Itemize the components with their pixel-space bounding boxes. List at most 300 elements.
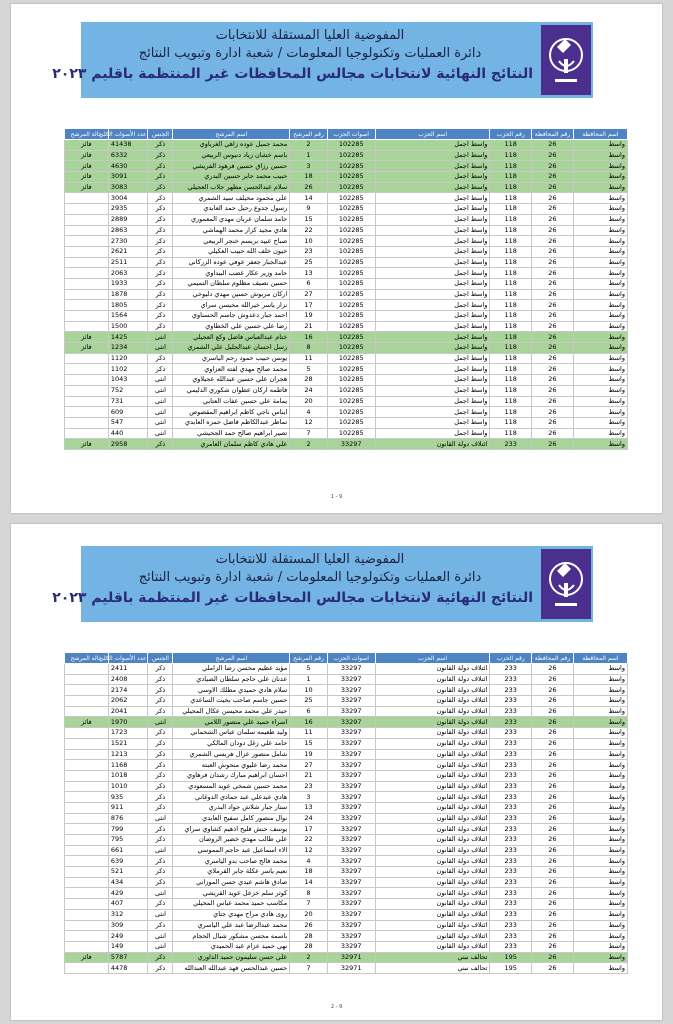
gender-cell: ذكر [148,193,173,204]
candidate-name-cell: محمد عبدالرضا عبد علي الياسري [173,920,290,931]
candidate-status-cell [65,835,109,846]
total-votes-cell: 2863 [108,225,148,236]
governorate-number-cell: 26 [532,931,574,942]
candidate-number-cell: 24 [290,813,328,824]
governorate-number-cell: 26 [532,428,574,439]
candidate-number-cell: 27 [290,760,328,771]
governorate-cell: واسط [573,664,627,675]
results-page-2 [11,524,662,1020]
gender-cell: ذكر [148,674,173,685]
candidate-number-cell: 20 [290,396,328,407]
party-votes-cell: 102285 [327,172,375,183]
governorate-number-cell: 26 [532,909,574,920]
candidate-status-cell [65,899,109,910]
total-votes-cell: 149 [108,941,148,952]
governorate-cell: واسط [573,257,627,268]
candidate-name-cell: يونس حبيب حمود رحم الياسري [173,353,290,364]
party-number-cell: 118 [490,343,532,354]
governorate-cell: واسط [573,321,627,332]
party-name-cell: ائتلاف دولة القانون [375,867,490,878]
candidate-number-cell: 12 [290,845,328,856]
candidate-name-cell: رضا علي حسين علي الخطاوي [173,321,290,332]
candidate-name-cell: يمامة علي حسين عفات العتابي [173,396,290,407]
party-name-cell: ائتلاف دولة القانون [375,792,490,803]
total-votes-cell: 41438 [108,140,148,151]
party-name-cell: ائتلاف دولة القانون [375,706,490,717]
governorate-cell: واسط [573,888,627,899]
candidate-status-cell: فائز [65,717,109,728]
total-votes-cell: 1018 [108,770,148,781]
candidate-number-cell: 15 [290,738,328,749]
party-name-cell: واسط اجمل [375,417,490,428]
candidate-status-cell [65,706,109,717]
gender-cell: انثى [148,375,173,386]
party-name-cell: ائتلاف دولة القانون [375,813,490,824]
party-votes-cell: 33297 [327,738,375,749]
candidate-number-cell: 7 [290,899,328,910]
party-name-cell: واسط اجمل [375,140,490,151]
table-row [65,396,628,407]
candidate-number-cell: 6 [290,278,328,289]
party-number-cell: 233 [490,706,532,717]
governorate-cell: واسط [573,770,627,781]
total-votes-cell: 2511 [108,257,148,268]
candidate-number-cell: 9 [290,204,328,215]
candidate-status-cell [65,664,109,675]
party-number-cell: 233 [490,664,532,675]
party-votes-cell: 33297 [327,802,375,813]
party-number-cell: 195 [490,963,532,974]
governorate-cell: واسط [573,867,627,878]
candidate-name-cell: علي محمود مخيلف سيد الشمري [173,193,290,204]
candidate-number-cell: 11 [290,353,328,364]
candidate-status-cell [65,845,109,856]
party-number-cell: 233 [490,813,532,824]
candidate-name-cell: احمد جبار دعدوش جاسم الحسناوي [173,311,290,322]
gender-cell: انثى [148,407,173,418]
party-number-cell: 233 [490,824,532,835]
candidate-number-cell: 23 [290,781,328,792]
party-name-cell: ائتلاف دولة القانون [375,835,490,846]
gender-cell: ذكر [148,172,173,183]
governorate-number-cell: 26 [532,204,574,215]
table-row [65,321,628,332]
governorate-number-cell: 26 [532,760,574,771]
party-votes-cell: 33297 [327,760,375,771]
total-votes-cell: 1564 [108,311,148,322]
governorate-number-cell: 26 [532,257,574,268]
table-row [65,920,628,931]
governorate-number-cell: 26 [532,749,574,760]
results-table [64,652,628,974]
total-votes-cell: 752 [108,385,148,396]
gender-cell: ذكر [148,781,173,792]
governorate-number-cell: 26 [532,321,574,332]
column-header: عدد الأصوات الكلي [98,130,147,138]
governorate-number-cell: 26 [532,311,574,322]
party-name-cell: ائتلاف دولة القانون [375,696,490,707]
candidate-name-cell: ايناس ناجي كاظم ابراهيم المقصوص [173,407,290,418]
gender-cell: ذكر [148,289,173,300]
party-name-cell: واسط اجمل [375,182,490,193]
candidate-status-cell [65,321,109,332]
governorate-cell: واسط [573,738,627,749]
table-row [65,824,628,835]
report-title: النتائج النهائية لانتخابات مجالس المحافظات غير المنتظمة باقليم ٢٠٢٣ [52,590,533,606]
party-votes-cell: 102285 [327,193,375,204]
governorate-cell: واسط [573,353,627,364]
candidate-number-cell: 2 [290,952,328,963]
table-row [65,909,628,920]
party-votes-cell: 33297 [327,792,375,803]
total-votes-cell: 2411 [108,664,148,675]
total-votes-cell: 440 [108,428,148,439]
total-votes-cell: 935 [108,792,148,803]
party-number-cell: 118 [490,407,532,418]
governorate-cell: واسط [573,792,627,803]
candidate-number-cell: 1 [290,150,328,161]
gender-cell: ذكر [148,321,173,332]
table-row [65,749,628,760]
table-row [65,311,628,322]
candidate-name-cell: محمد جميل عوده زاهي الغرباوي [173,140,290,151]
candidate-name-cell: هادي عبدعلي عبد حمادي الدوغاني [173,792,290,803]
party-number-cell: 233 [490,738,532,749]
candidate-name-cell: سلام هادي حميدي مطلك الاوسي [173,685,290,696]
candidate-name-cell: شامل منصور عزال هربسي الشمري [173,749,290,760]
candidate-status-cell [65,685,109,696]
column-header: الجنس [148,129,173,140]
party-votes-cell: 102285 [327,321,375,332]
governorate-number-cell: 26 [532,696,574,707]
candidate-number-cell: 13 [290,268,328,279]
total-votes-cell: 2041 [108,706,148,717]
party-votes-cell: 102285 [327,311,375,322]
table-row [65,738,628,749]
gender-cell: ذكر [148,920,173,931]
candidate-number-cell: 14 [290,877,328,888]
gender-cell: انثى [148,417,173,428]
total-votes-cell: 1234 [108,343,148,354]
governorate-number-cell: 26 [532,963,574,974]
party-number-cell: 118 [490,236,532,247]
governorate-cell: واسط [573,343,627,354]
total-votes-cell: 3004 [108,193,148,204]
governorate-number-cell: 26 [532,343,574,354]
party-name-cell: ائتلاف دولة القانون [375,685,490,696]
candidate-status-cell: فائز [65,172,109,183]
governorate-number-cell: 26 [532,813,574,824]
candidate-number-cell: 18 [290,172,328,183]
total-votes-cell: 2889 [108,214,148,225]
party-votes-cell: 102285 [327,214,375,225]
party-name-cell: واسط اجمل [375,214,490,225]
column-header: الجنس [148,653,173,664]
gender-cell: ذكر [148,353,173,364]
table-row [65,236,628,247]
governorate-number-cell: 26 [532,268,574,279]
candidate-name-cell: محمد رضا عليوي منحوش العبته [173,760,290,771]
candidate-name-cell: نوال منصور كامل سفيح العابدي [173,813,290,824]
party-name-cell: واسط اجمل [375,385,490,396]
total-votes-cell: 429 [108,888,148,899]
governorate-cell: واسط [573,172,627,183]
party-name-cell: تحالف نبني [375,963,490,974]
candidate-name-cell: عبدالجبار جعفر عوفي عوده الزركاني [173,257,290,268]
total-votes-cell: 1878 [108,289,148,300]
candidate-status-cell [65,278,109,289]
governorate-number-cell: 26 [532,685,574,696]
party-number-cell: 118 [490,364,532,375]
total-votes-cell: 547 [108,417,148,428]
candidate-status-cell [65,268,109,279]
total-votes-cell: 1120 [108,353,148,364]
gender-cell: ذكر [148,161,173,172]
candidate-name-cell: حامد علي زغل دودان المالكي [173,738,290,749]
candidate-name-cell: اسراء حميد علي منصور اللامي [173,717,290,728]
candidate-name-cell: نهى حميد عزام عبد الحميدي [173,941,290,952]
table-row [65,888,628,899]
party-number-cell: 233 [490,941,532,952]
party-name-cell: واسط اجمل [375,364,490,375]
candidate-status-cell [65,246,109,257]
gender-cell: ذكر [148,685,173,696]
party-name-cell: واسط اجمل [375,204,490,215]
column-header: رقم المرشح [290,653,328,664]
candidate-status-cell: فائز [65,150,109,161]
party-name-cell: ائتلاف دولة القانون [375,909,490,920]
party-name-cell: ائتلاف دولة القانون [375,856,490,867]
party-name-cell: ائتلاف دولة القانون [375,664,490,675]
governorate-number-cell: 26 [532,941,574,952]
ihec-logo-icon [541,549,591,619]
party-votes-cell: 33297 [327,717,375,728]
party-votes-cell: 33297 [327,813,375,824]
table-row [65,182,628,193]
party-number-cell: 118 [490,150,532,161]
candidate-status-cell [65,407,109,418]
table-row [65,941,628,952]
party-number-cell: 118 [490,278,532,289]
party-votes-cell: 33297 [327,824,375,835]
table-header [65,129,628,140]
party-name-cell: ائتلاف دولة القانون [375,845,490,856]
party-votes-cell: 102285 [327,353,375,364]
party-number-cell: 233 [490,674,532,685]
party-votes-cell: 33297 [327,909,375,920]
party-votes-cell: 33297 [327,781,375,792]
party-number-cell: 233 [490,749,532,760]
party-votes-cell: 102285 [327,289,375,300]
table-row [65,140,628,151]
total-votes-cell: 1933 [108,278,148,289]
party-votes-cell: 33297 [327,899,375,910]
party-name-cell: ائتلاف دولة القانون [375,760,490,771]
party-votes-cell: 33297 [327,835,375,846]
candidate-status-cell [65,236,109,247]
governorate-cell: واسط [573,941,627,952]
governorate-number-cell: 26 [532,246,574,257]
candidate-name-cell: وليد طعيمه سلمان عباس الشحماني [173,728,290,739]
total-votes-cell: 5787 [108,952,148,963]
gender-cell: ذكر [148,824,173,835]
governorate-number-cell: 26 [532,300,574,311]
candidate-number-cell: 21 [290,321,328,332]
gender-cell: ذكر [148,204,173,215]
party-number-cell: 233 [490,835,532,846]
governorate-cell: واسط [573,706,627,717]
table-row [65,193,628,204]
party-number-cell: 233 [490,877,532,888]
candidate-status-cell: فائز [65,182,109,193]
governorate-cell: واسط [573,952,627,963]
governorate-number-cell: 26 [532,867,574,878]
party-number-cell: 233 [490,439,532,450]
total-votes-cell: 1500 [108,321,148,332]
party-number-cell: 233 [490,781,532,792]
table-row [65,353,628,364]
gender-cell: انثى [148,396,173,407]
governorate-number-cell: 26 [532,770,574,781]
candidate-name-cell: تصير ابراهيم صالح حمد الجحيشي [173,428,290,439]
governorate-cell: واسط [573,802,627,813]
party-votes-cell: 33297 [327,931,375,942]
column-header: رقم المحافظة [532,653,574,664]
table-row [65,150,628,161]
gender-cell: ذكر [148,728,173,739]
candidate-number-cell: 15 [290,214,328,225]
party-name-cell: واسط اجمل [375,172,490,183]
gender-cell: ذكر [148,856,173,867]
governorate-cell: واسط [573,150,627,161]
party-number-cell: 195 [490,952,532,963]
governorate-number-cell: 26 [532,353,574,364]
column-header: اسم الحزب [375,653,490,664]
party-number-cell: 118 [490,257,532,268]
governorate-cell: واسط [573,674,627,685]
gender-cell: ذكر [148,311,173,322]
gender-cell: انثى [148,428,173,439]
table-row [65,781,628,792]
governorate-cell: واسط [573,364,627,375]
gender-cell: ذكر [148,835,173,846]
governorate-cell: واسط [573,396,627,407]
candidate-name-cell: نزار ياسر خيرالله محيسن سراي [173,300,290,311]
table-row [65,204,628,215]
candidate-name-cell: حبيب محمد جابر حسين البدري [173,172,290,183]
gender-cell: ذكر [148,802,173,813]
governorate-number-cell: 26 [532,717,574,728]
governorate-number-cell: 26 [532,278,574,289]
candidate-status-cell [65,888,109,899]
party-votes-cell: 33297 [327,941,375,952]
governorate-number-cell: 26 [532,664,574,675]
party-votes-cell: 33297 [327,664,375,675]
party-number-cell: 233 [490,867,532,878]
candidate-status-cell [65,877,109,888]
candidate-number-cell: 22 [290,835,328,846]
candidate-status-cell: فائز [65,343,109,354]
gender-cell: ذكر [148,899,173,910]
column-header: اسم المرشح [173,653,290,664]
candidate-name-cell: هجران علي حسين عبدالله عجيلاوي [173,375,290,386]
table-row [65,867,628,878]
table-row [65,439,628,450]
governorate-number-cell: 26 [532,214,574,225]
candidate-name-cell: سلام عبدالحسن مطهر جلاب العجيلي [173,182,290,193]
party-number-cell: 118 [490,417,532,428]
table-row [65,685,628,696]
candidate-status-cell [65,674,109,685]
governorate-cell: واسط [573,856,627,867]
party-number-cell: 118 [490,246,532,257]
party-votes-cell: 33297 [327,696,375,707]
candidate-name-cell: روى هادي مراح مهدي جتاي [173,909,290,920]
party-number-cell: 118 [490,300,532,311]
commission-title: المفوضية العليا المستقلة للانتخابات [215,28,405,43]
candidate-number-cell: 17 [290,300,328,311]
party-number-cell: 118 [490,289,532,300]
candidate-number-cell: 7 [290,963,328,974]
candidate-status-cell [65,867,109,878]
candidate-number-cell: 16 [290,717,328,728]
party-name-cell: واسط اجمل [375,343,490,354]
party-name-cell: ائتلاف دولة القانون [375,802,490,813]
candidate-status-cell [65,289,109,300]
governorate-cell: واسط [573,824,627,835]
party-name-cell: واسط اجمل [375,246,490,257]
candidate-status-cell [65,300,109,311]
candidate-number-cell: 28 [290,375,328,386]
results-page-1 [11,4,662,513]
candidate-status-cell [65,792,109,803]
governorate-cell: واسط [573,332,627,343]
party-number-cell: 118 [490,385,532,396]
gender-cell: ذكر [148,877,173,888]
candidate-status-cell [65,696,109,707]
table-row [65,246,628,257]
gender-cell: ذكر [148,952,173,963]
table-row [65,428,628,439]
party-number-cell: 118 [490,428,532,439]
party-name-cell: واسط اجمل [375,193,490,204]
total-votes-cell: 2621 [108,246,148,257]
party-name-cell: واسط اجمل [375,289,490,300]
candidate-status-cell [65,856,109,867]
total-votes-cell: 609 [108,407,148,418]
governorate-cell: واسط [573,439,627,450]
table-row [65,417,628,428]
table-row [65,845,628,856]
gender-cell: انثى [148,845,173,856]
governorate-number-cell: 26 [532,385,574,396]
table-row [65,278,628,289]
gender-cell: ذكر [148,792,173,803]
governorate-number-cell: 26 [532,781,574,792]
candidate-name-cell: باسم خشان زياد دنبوس الربيعي [173,150,290,161]
total-votes-cell: 1425 [108,332,148,343]
candidate-name-cell: علي هادي كاظم سلمان العامري [173,439,290,450]
gender-cell: ذكر [148,225,173,236]
candidate-name-cell: صباح عبيد بريسم خنجر الربيعي [173,236,290,247]
candidate-name-cell: خيون خلف الله حبيب العكيلي [173,246,290,257]
governorate-number-cell: 26 [532,140,574,151]
table-row [65,706,628,717]
party-number-cell: 233 [490,696,532,707]
party-name-cell: واسط اجمل [375,278,490,289]
candidate-number-cell: 22 [290,225,328,236]
gender-cell: ذكر [148,236,173,247]
